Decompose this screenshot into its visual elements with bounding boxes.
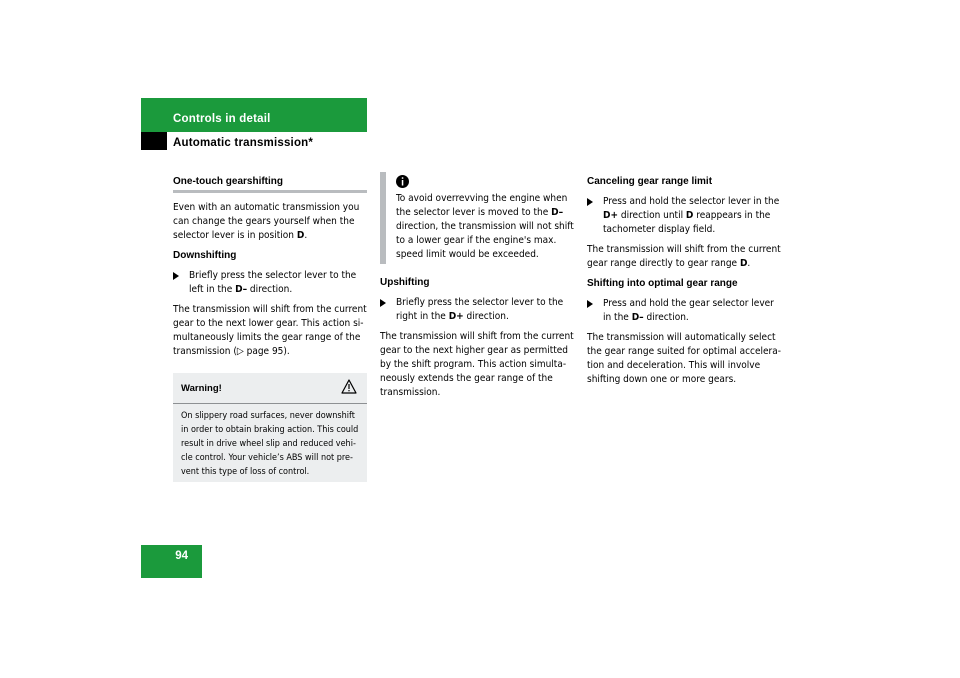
- note-text: To avoid overrevving the engine when the selector lever is moved to the D– direction, the transmission will not shift to a lower gear if the engine's max. speed limit would be exceeded.: [396, 193, 574, 260]
- cancel-step: Press and hold the selector lever in the D+ direction until D reappears in the tachometer display field.: [587, 195, 782, 237]
- column-middle: [380, 276, 575, 406]
- optimal-result: The transmission will automatically select the gear range suited for optimal acceleration and deceleration. This will involve shifting down one or more gears.: [587, 332, 782, 385]
- step-arrow-icon: [173, 272, 179, 280]
- heading-optimal-range: Shifting into optimal gear range: [587, 278, 738, 289]
- section-title: Controls in detail: [173, 113, 271, 125]
- upshift-step: Briefly press the selector lever to the right in the D+ direction.: [380, 296, 575, 324]
- page-number: 94: [175, 550, 188, 562]
- step-arrow-icon: [587, 300, 593, 308]
- optimal-step: Press and hold the gear selector lever in the D– direction.: [587, 297, 782, 325]
- cancel-result: The transmission will shift from the current gear range directly to gear range D.: [587, 244, 781, 269]
- warning-rule: [173, 403, 367, 404]
- warning-box: [173, 373, 367, 482]
- upshift-result: The transmission will shift from the current gear to the next higher gear as permitted by the shift program. This action simultaneously extends the gear range of the transmission.: [380, 331, 574, 398]
- warning-triangle-icon: [341, 379, 357, 394]
- step-arrow-icon: [380, 299, 386, 307]
- column-left: [173, 175, 367, 365]
- downshift-result: The transmission will shift from the current gear to the next lower gear. This action simultaneously limits the gear range of the transmission (▷ page 95).: [173, 304, 367, 357]
- warning-text: On slippery road surfaces, never downshift in order to obtain braking action. This could result in drive wheel slip and reduced vehicle control. Your vehicle’s ABS will not prevent this type of loss of control.: [181, 411, 359, 477]
- subsection-marker: [141, 132, 167, 150]
- heading-downshifting: Downshifting: [173, 250, 237, 261]
- intro-paragraph: Even with an automatic transmission you can change the gears yourself when the selector lever is in position D.: [173, 202, 360, 241]
- heading-one-touch: One-touch gearshifting: [173, 176, 283, 187]
- step-arrow-icon: [587, 198, 593, 206]
- heading-rule: [173, 190, 367, 193]
- downshift-step: Briefly press the selector lever to the left in the D– direction.: [173, 269, 367, 297]
- heading-cancel-limit: Canceling gear range limit: [587, 176, 713, 187]
- warning-title: Warning!: [181, 383, 222, 394]
- note-bar: [380, 172, 386, 264]
- info-icon: [396, 175, 409, 188]
- subsection-title: Automatic transmission*: [173, 137, 314, 149]
- column-right: [587, 175, 782, 393]
- heading-upshifting: Upshifting: [380, 277, 430, 288]
